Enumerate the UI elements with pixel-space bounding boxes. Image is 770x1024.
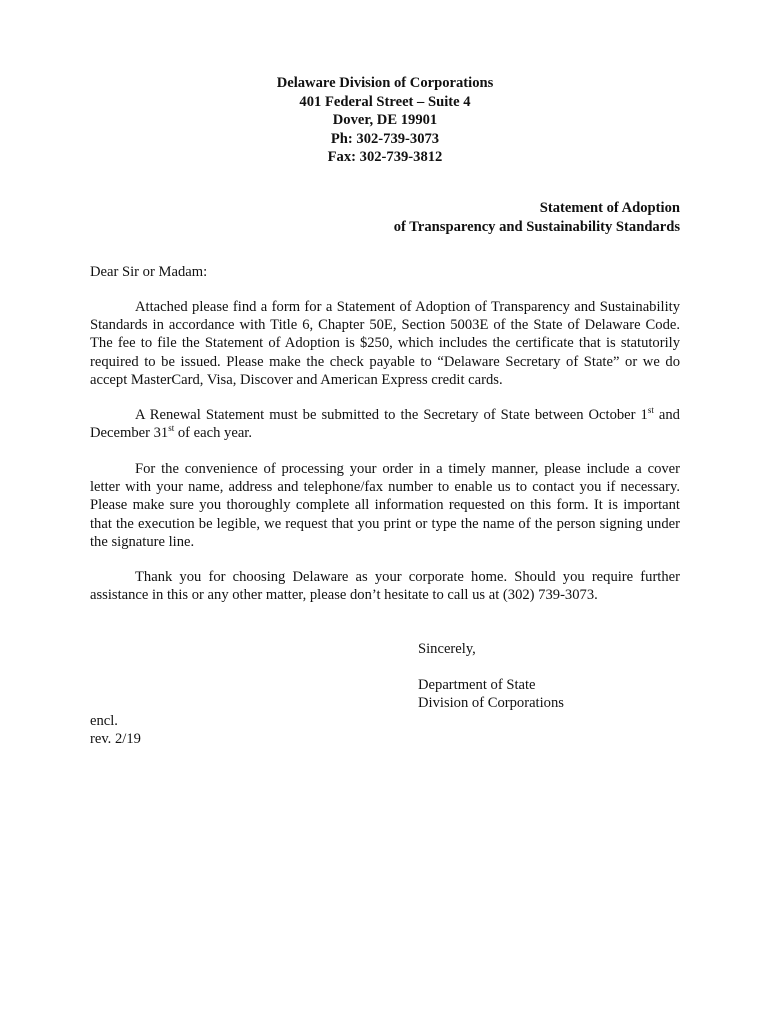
- renewal-ordinal-1: st: [647, 405, 654, 416]
- signature-block: [418, 676, 564, 712]
- subject-line-1: Statement of Adoption: [539, 200, 680, 216]
- paragraph-intro-text: Attached please find a form for a Statement of Adoption of Transparency and Sustainability Standards in accordance with Title 6, Chapter 50E, Section 5003E of the State of Delaware Code. The fee to file the Statement of Adoption is $250, which includes the certificate that is statutorily required to be issued. Please make the check payable to “Delaware Secretary of State” or we do accept MasterCard, Visa, Discover and American Express credit cards.: [90, 299, 680, 388]
- renewal-text-3: of each year.: [174, 425, 253, 442]
- renewal-ordinal-2: st: [168, 423, 175, 434]
- letterhead-city: Dover, DE 19901: [332, 112, 438, 128]
- paragraph-convenience: [90, 460, 680, 551]
- renewal-text-1: A Renewal Statement must be submitted to the Secretary of State between October 1: [135, 407, 648, 423]
- paragraph-convenience-text: For the convenience of processing your order in a timely manner, please include a cover letter with your name, address and telephone/fax number to enable us to contact you if necessary. Please make sure you thoroughly complete all information requested on this form. It is important that the execution be legible, we request that you print or type the name of the person signing under the signature line.: [90, 461, 680, 550]
- paragraph-intro: [90, 298, 680, 389]
- paragraph-thanks: [90, 568, 680, 604]
- enclosure-note: [90, 712, 141, 748]
- enclosure-label: encl.: [90, 713, 118, 729]
- salutation: Dear Sir or Madam:: [90, 264, 208, 280]
- letterhead-phone: Ph: 302-739-3073: [330, 130, 440, 147]
- revision-label: rev. 2/19: [90, 731, 141, 747]
- letterhead-org: Delaware Division of Corporations: [276, 75, 494, 91]
- subject-line-2: of Transparency and Sustainability Standards: [393, 219, 680, 235]
- paragraph-thanks-text: Thank you for choosing Delaware as your corporate home. Should you require further assistance in this or any other matter, please don’t hesitate to call us at (302) 739-3073.: [90, 569, 680, 604]
- closing-sincerely: Sincerely,: [418, 641, 476, 657]
- letterhead: [0, 74, 770, 167]
- paragraph-renewal: [90, 406, 680, 442]
- renewal-text-2: and December 31: [90, 407, 680, 442]
- letterhead-street: 401 Federal Street – Suite 4: [299, 93, 471, 110]
- signature-division: Division of Corporations: [418, 695, 564, 711]
- subject-heading: [394, 199, 680, 237]
- signature-dept: Department of State: [418, 677, 536, 693]
- letterhead-fax: Fax: 302-739-3812: [327, 149, 443, 165]
